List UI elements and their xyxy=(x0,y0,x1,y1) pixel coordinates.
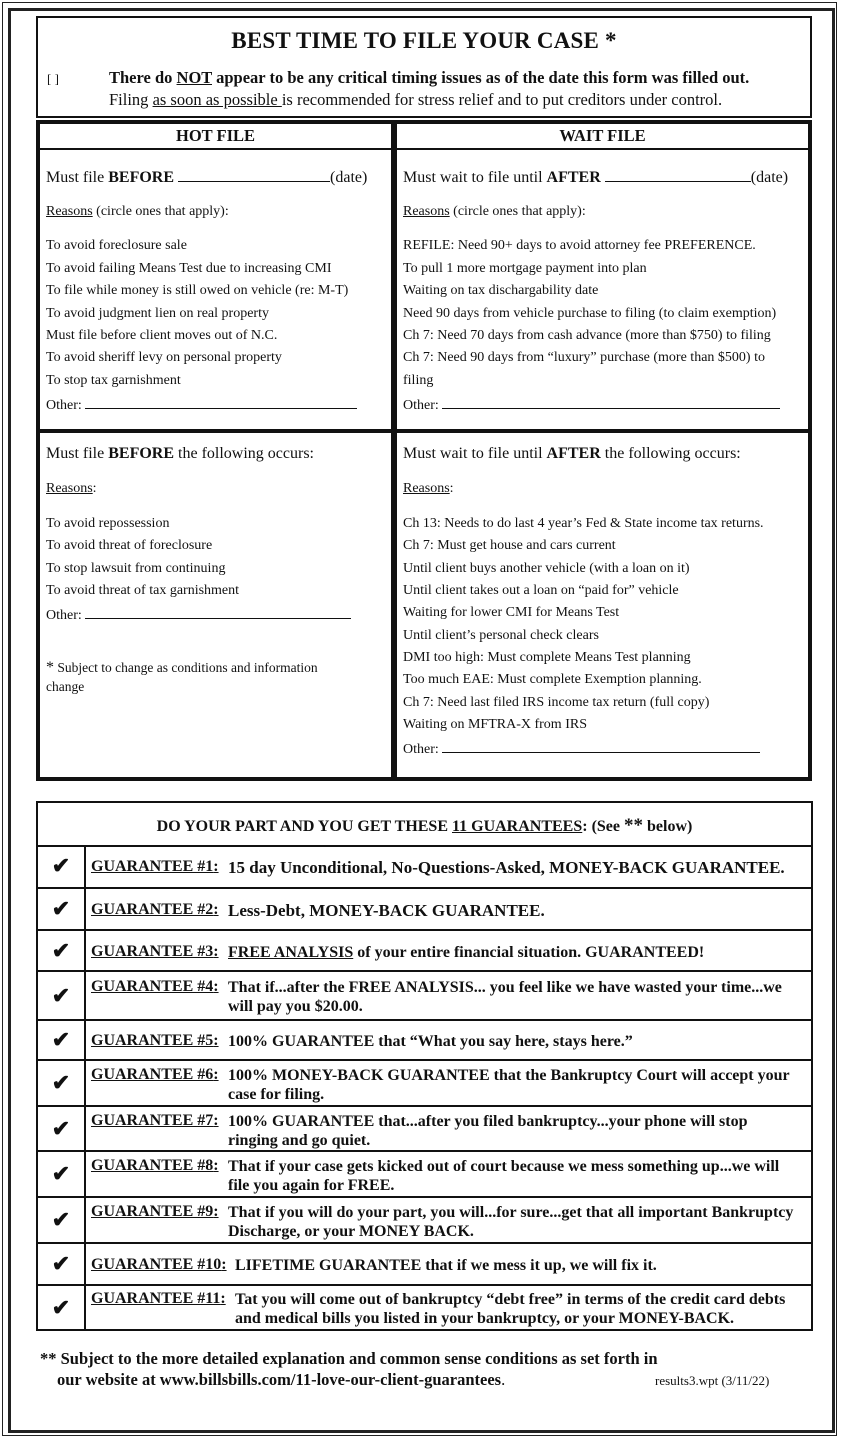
hot-reason-item[interactable]: To avoid judgment lien on real property xyxy=(46,306,269,321)
wait-reason-item[interactable]: Waiting on tax dischargability date xyxy=(403,283,599,298)
hot-event-reason-item[interactable]: To stop lawsuit from continuing xyxy=(46,561,226,576)
wait-event-reason-item[interactable]: DMI too high: Must complete Means Test planning xyxy=(403,650,691,665)
guarantee-text: 100% GUARANTEE that “What you say here, stays here.” xyxy=(228,1033,633,1050)
no-timing-issues-text: There do NOT appear to be any critical timing issues as of the date this form was filled out. xyxy=(109,68,750,87)
wait-event-reason-item[interactable]: Until client buys another vehicle (with a loan on it) xyxy=(403,561,690,576)
wait-event-reason-item[interactable]: Waiting on MFTRA-X from IRS xyxy=(403,717,587,732)
hot-event-reason-item[interactable]: To avoid repossession xyxy=(46,516,170,531)
guarantee-text: FREE ANALYSIS of your entire financial situation. GUARANTEED! xyxy=(228,944,705,961)
wait-file-date-panel xyxy=(397,124,808,429)
guarantees-header: DO YOUR PART AND YOU GET THESE 11 GUARANTEES: (See ** below) xyxy=(38,803,811,847)
check-icon: ✔ xyxy=(38,845,86,887)
check-icon: ✔ xyxy=(38,1152,86,1196)
hot-reason-item[interactable]: To avoid failing Means Test due to increasing CMI xyxy=(46,261,332,276)
wait-file-after-event: Must wait to file until AFTER the following occurs: xyxy=(403,445,741,462)
wait-event-reasons-label: Reasons: xyxy=(403,481,454,496)
guarantee-text-cont: case for filing. xyxy=(228,1086,325,1103)
hot-reason-item[interactable]: To stop tax garnishment xyxy=(46,373,181,388)
guarantee-text: That if...after the FREE ANALYSIS... you feel like we have wasted your time...we xyxy=(228,979,782,996)
footnote-line1: ** Subject to the more detailed explanation and common sense conditions as set forth in xyxy=(40,1349,658,1368)
guarantee-row xyxy=(38,1107,811,1152)
guarantee-label: GUARANTEE #5: xyxy=(91,1032,219,1049)
guarantee-text-cont: Discharge, or your MONEY BACK. xyxy=(228,1223,474,1240)
wait-file-event-panel xyxy=(397,433,808,777)
wait-event-reason-item[interactable]: Ch 7: Must get house and cars current xyxy=(403,538,616,553)
check-icon: ✔ xyxy=(38,1107,86,1150)
wait-event-reason-item[interactable]: Until client’s personal check clears xyxy=(403,628,599,643)
title-box xyxy=(36,16,812,118)
guarantee-row xyxy=(38,931,811,972)
guarantee-label: GUARANTEE #3: xyxy=(91,943,219,960)
hot-reasons-label: Reasons (circle ones that apply): xyxy=(46,204,229,219)
guarantee-text-cont: file you again for FREE. xyxy=(228,1177,395,1194)
no-timing-issues-checkbox[interactable]: [ ] xyxy=(47,71,59,86)
wait-event-other-field[interactable]: Other: xyxy=(403,739,760,758)
check-icon: ✔ xyxy=(38,889,86,929)
hot-event-reason-item[interactable]: To avoid threat of tax garnishment xyxy=(46,583,240,598)
guarantee-text-cont: and medical bills you listed in your bankruptcy, or your MONEY-BACK. xyxy=(235,1310,735,1327)
subject-to-change-note: * Subject to change as conditions and information xyxy=(46,659,318,676)
guarantee-text: LIFETIME GUARANTEE that if we mess it up, we will fix it. xyxy=(235,1257,657,1274)
hot-event-reasons-label: Reasons: xyxy=(46,481,97,496)
hot-file-event-panel xyxy=(40,433,391,777)
hot-file-date-panel xyxy=(40,124,391,429)
guarantee-text-cont: will pay you $20.00. xyxy=(228,998,363,1015)
check-icon: ✔ xyxy=(38,931,86,970)
page-title: BEST TIME TO FILE YOUR CASE * xyxy=(231,28,617,53)
hot-reason-item[interactable]: To avoid sheriff levy on personal property xyxy=(46,350,282,365)
check-icon: ✔ xyxy=(38,1244,86,1284)
guarantee-label: GUARANTEE #2: xyxy=(91,901,219,918)
guarantee-text: Less-Debt, MONEY-BACK GUARANTEE. xyxy=(228,901,545,920)
document-reference: results3.wpt (3/11/22) xyxy=(655,1373,770,1388)
check-icon: ✔ xyxy=(38,1198,86,1242)
guarantee-row xyxy=(38,1244,811,1286)
guarantee-row xyxy=(38,1198,811,1244)
wait-event-reason-item[interactable]: Ch 13: Needs to do last 4 year’s Fed & State income tax returns. xyxy=(403,516,764,531)
filing-timing-section xyxy=(36,16,812,781)
wait-reason-item[interactable]: Ch 7: Need 70 days from cash advance (more than $750) to filing xyxy=(403,328,771,343)
wait-file-after-date: Must wait to file until AFTER (date) xyxy=(403,169,789,186)
guarantee-text: 100% MONEY-BACK GUARANTEE that the Bankruptcy Court will accept your xyxy=(228,1067,790,1084)
wait-reason-item[interactable]: REFILE: Need 90+ days to avoid attorney fee PREFERENCE. xyxy=(403,238,756,253)
guarantee-row xyxy=(38,1152,811,1198)
wait-reasons-label: Reasons (circle ones that apply): xyxy=(403,204,586,219)
guarantee-label: GUARANTEE #8: xyxy=(91,1157,219,1174)
check-icon: ✔ xyxy=(38,1021,86,1059)
guarantee-text: 100% GUARANTEE that...after you filed bankruptcy...your phone will stop xyxy=(228,1113,748,1130)
wait-reason-item[interactable]: To pull 1 more mortgage payment into plan xyxy=(403,261,647,276)
asap-recommendation: Filing as soon as possible is recommended for stress relief and to put creditors under control. xyxy=(109,90,723,109)
wait-event-reason-item[interactable]: Ch 7: Need last filed IRS income tax return (full copy) xyxy=(403,695,710,710)
guarantee-label: GUARANTEE #7: xyxy=(91,1112,219,1129)
guarantee-label: GUARANTEE #4: xyxy=(91,978,219,995)
hot-reason-item[interactable]: Must file before client moves out of N.C. xyxy=(46,328,278,343)
guarantee-label: GUARANTEE #11: xyxy=(91,1290,226,1307)
guarantee-row xyxy=(38,889,811,931)
wait-event-reason-item[interactable]: Waiting for lower CMI for Means Test xyxy=(403,605,620,620)
guarantee-text-cont: ringing and go quiet. xyxy=(228,1132,371,1149)
guarantee-label: GUARANTEE #10: xyxy=(91,1256,227,1273)
subject-to-change-note-cont: change xyxy=(46,679,85,694)
hot-file-before-event: Must file BEFORE the following occurs: xyxy=(46,445,314,462)
guarantee-label: GUARANTEE #6: xyxy=(91,1066,219,1083)
check-icon: ✔ xyxy=(38,972,86,1019)
guarantees-table xyxy=(36,801,813,1331)
after-date-blank[interactable] xyxy=(605,168,751,182)
footnote-line2: our website at www.billsbills.com/11-love-our-client-guarantees. xyxy=(57,1370,506,1389)
wait-event-reason-item[interactable]: Until client takes out a loan on “paid for” vehicle xyxy=(403,583,679,598)
guarantee-row xyxy=(38,1061,811,1107)
guarantee-text: Tat you will come out of bankruptcy “debt free” in terms of the credit card debts xyxy=(235,1291,786,1308)
before-date-blank[interactable] xyxy=(178,168,330,182)
hot-file-header: HOT FILE xyxy=(40,124,391,150)
hot-event-other-field[interactable]: Other: xyxy=(46,605,351,624)
hot-event-reason-item[interactable]: To avoid threat of foreclosure xyxy=(46,538,213,553)
check-icon: ✔ xyxy=(38,1061,86,1105)
hot-reason-item[interactable]: To avoid foreclosure sale xyxy=(46,238,187,253)
guarantee-row xyxy=(38,972,811,1021)
guarantee-text: 15 day Unconditional, No-Questions-Asked, MONEY-BACK GUARANTEE. xyxy=(228,858,785,877)
wait-event-reason-item[interactable]: Too much EAE: Must complete Exemption planning. xyxy=(403,672,702,687)
wait-reason-item[interactable]: Need 90 days from vehicle purchase to filing (to claim exemption) xyxy=(403,306,777,321)
hot-reason-item[interactable]: To file while money is still owed on vehicle (re: M-T) xyxy=(46,283,349,298)
hot-other-field[interactable]: Other: xyxy=(46,395,357,414)
wait-reason-item[interactable]: Ch 7: Need 90 days from “luxury” purchase (more than $500) to xyxy=(403,350,765,365)
guarantee-text: That if you will do your part, you will...for sure...get that all important Bankruptcy xyxy=(228,1204,794,1221)
wait-file-header: WAIT FILE xyxy=(397,124,808,150)
website-link[interactable]: our website at www.billsbills.com/11-love-our-client-guarantees xyxy=(57,1370,502,1389)
guarantee-label: GUARANTEE #1: xyxy=(91,858,219,875)
guarantee-row xyxy=(38,1021,811,1061)
check-icon: ✔ xyxy=(38,1286,86,1329)
guarantee-label: GUARANTEE #9: xyxy=(91,1203,219,1220)
hot-file-before-date: Must file BEFORE (date) xyxy=(46,169,368,186)
hot-wait-grid xyxy=(36,120,812,781)
wait-other-field[interactable]: Other: xyxy=(403,395,780,414)
wait-reason-item-cont[interactable]: filing xyxy=(403,373,434,388)
guarantee-row xyxy=(38,1286,811,1329)
guarantee-text: That if your case gets kicked out of court because we mess something up...we will xyxy=(228,1158,780,1175)
guarantee-row xyxy=(38,845,811,889)
